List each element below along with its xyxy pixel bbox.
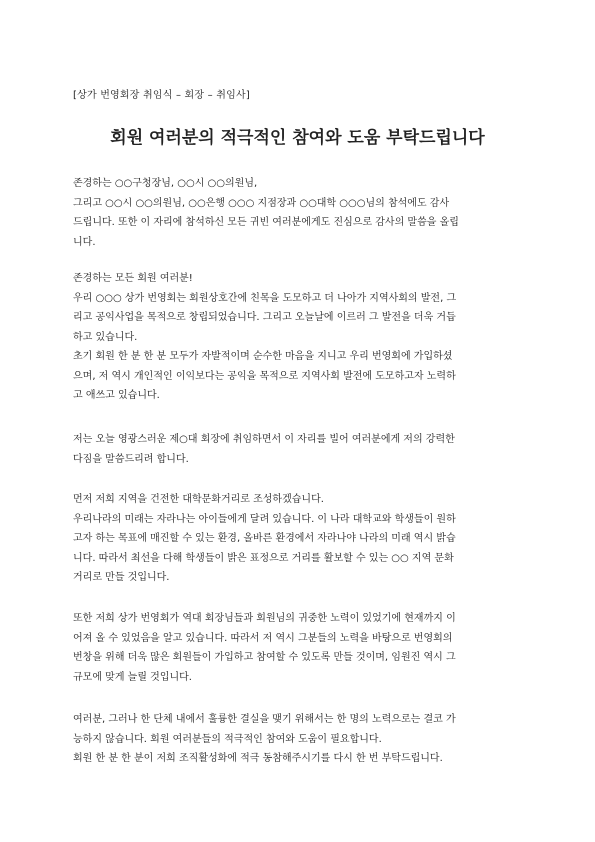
paragraph — [73, 609, 527, 687]
text-line: 니다. — [73, 236, 96, 248]
text-line: 리고 공익사업을 목적으로 창립되었습니다. 그리고 오늘날에 이르러 그 발전을 더욱 거듭 — [73, 312, 456, 323]
text-line: 회원 한 분 한 분이 저희 조직활성화에 적극 동참해주시기를 다시 한 번 부탁드립니다. — [73, 753, 443, 764]
text-line: 하고 있습니다. — [73, 331, 138, 343]
text-line: 고자 하는 목표에 매진할 수 있는 환경, 올바른 환경에서 자라나야 나라의 미래 역시 밝습 — [73, 533, 456, 544]
text-line: 우리나라의 미래는 자라나는 아이들에게 달려 있습니다. 이 나라 대학교와 학생들이 원하 — [73, 513, 456, 525]
text-line: 먼저 저희 지역을 건전한 대학문화거리로 조성하겠습니다. — [73, 494, 324, 505]
text-line: 다짐을 말씀드리려 합니다. — [73, 453, 189, 465]
paragraph — [73, 490, 527, 588]
paragraph — [73, 269, 527, 406]
text-line: 번창을 위해 더욱 많은 회원들이 가입하고 참여할 수 있도록 만들 것이며, 임원진 역시 그 — [73, 652, 456, 663]
text-line: 존경하는 ○○구청장님, ○○시 ○○의원님, — [73, 178, 258, 189]
text-line: 니다. 따라서 최선을 다해 학생들이 밝은 표정으로 거리를 활보할 수 있는 ○○ 지역 문화 — [73, 552, 454, 564]
text-line: 또한 저희 상가 번영회가 역대 회장님들과 회원님의 귀중한 노력이 있었기에 현재까지 이 — [73, 613, 456, 624]
text-line: 능하지 않습니다. 회원 여러분들의 적극적인 참여와 도움이 필요합니다. — [73, 733, 382, 745]
text-line: 저는 오늘 영광스러운 제○대 회장에 취임하면서 이 자리를 빌어 여러분에게 저의 강력한 — [73, 434, 455, 445]
paragraph — [73, 710, 527, 769]
text-line: 으며, 저 역시 개인적인 이익보다는 공익을 목적으로 지역사회 발전에 도모하고자 노력하 — [73, 370, 456, 382]
header-note: [상가 번영회장 취임식 – 회장 – 취임사] — [73, 90, 250, 101]
text-line: 여러분, 그러나 한 단체 내에서 훌륭한 결실을 맺기 위해서는 한 명의 노력으로는 결코 가 — [73, 714, 456, 725]
text-line: 고 애쓰고 있습니다. — [73, 390, 160, 401]
text-line: 규모에 맞게 늘릴 것입니다. — [73, 671, 192, 683]
text-line: 드립니다. 또한 이 자리에 참석하신 모든 귀빈 여러분에게도 진심으로 감사의 말씀을 올립 — [73, 217, 459, 228]
text-line: 존경하는 모든 회원 여러분! — [73, 273, 193, 284]
text-line: 어져 올 수 있었음을 알고 있습니다. 따라서 저 역시 그분들의 노력을 바탕으로 번영회의 — [73, 632, 453, 644]
text-line: 그리고 ○○시 ○○의원님, ○○은행 ○○○ 지점장과 ○○대학 ○○○님의 참석에도 감사 — [73, 197, 450, 209]
paragraph — [73, 174, 527, 252]
document-title: 회원 여러분의 적극적인 참여와 도움 부탁드립니다 — [110, 128, 485, 148]
text-line: 거리로 만들 것입니다. — [73, 572, 170, 583]
paragraph — [73, 430, 527, 469]
text-line: 우리 ○○○ 상가 번영회는 회원상호간에 친목을 도모하고 더 나아가 지역사회의 발전, 그 — [73, 292, 457, 304]
text-line: 초기 회원 한 분 한 분 모두가 자발적이며 순수한 마음을 지니고 우리 번영회에 가입하셨 — [73, 351, 453, 362]
